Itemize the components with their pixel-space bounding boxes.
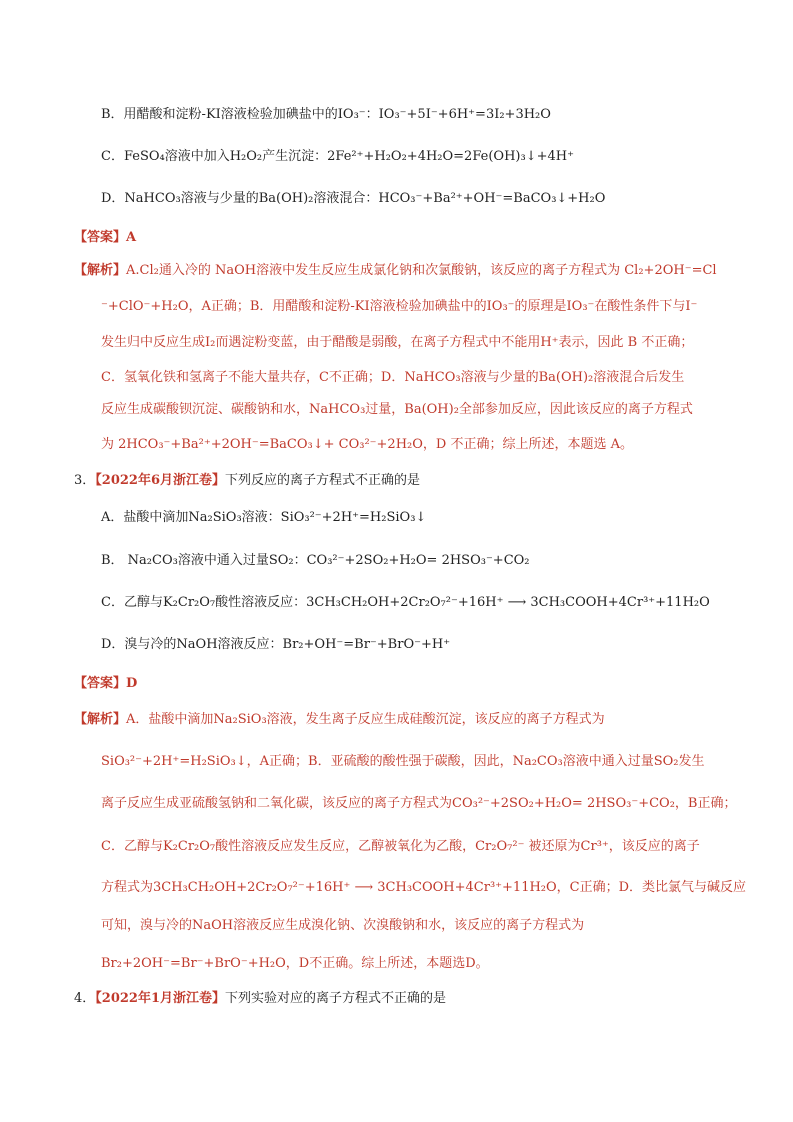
explanation-label: 【解析】 [74,263,127,278]
question-3-option-d: D．溴与冷的NaOH溶液反应：Br₂+OH⁻=Br⁻+BrO⁻+H⁺ [101,637,451,652]
explanation-2-line-4: C．氢氧化铁和氢离子不能大量共存，C不正确；D．NaHCO₃溶液与少量的Ba(OH)₂溶液混合后发生 [101,370,685,385]
answer-2 [74,229,136,247]
answer-label: 【答案】 [74,230,127,245]
explanation-3-line-4: C．乙醇与K₂Cr₂O₇酸性溶液反应发生反应，乙醇被氧化为乙酸，Cr₂O₇²⁻ 被还原为Cr³⁺，该反应的离子 [101,839,700,854]
answer-value: D [126,676,138,691]
explanation-text: A.Cl₂通入冷的 NaOH溶液中发生反应生成氯化钠和次氯酸钠，该反应的离子方程式为 Cl₂+2OH⁻=Cl [126,263,717,278]
question-3-option-a: A．盐酸中滴加Na₂SiO₃溶液：SiO₃²⁻+2H⁺=H₂SiO₃↓ [101,510,427,525]
answer-label: 【答案】 [74,676,127,691]
answer-value: A [126,230,137,245]
explanation-3-line-3: 离子反应生成亚硫酸氢钠和二氧化碳，该反应的离子方程式为CO₃²⁻+2SO₂+H₂O= 2HSO₃⁻+CO₂，B正确； [101,796,737,811]
question-number: 4． [74,991,96,1006]
explanation-3-line-1 [74,711,605,729]
question-number: 3． [74,473,96,488]
explanation-3-line-7: Br₂+2OH⁻=Br⁻+BrO⁻+H₂O，D不正确。综上所述，本题选D。 [101,956,489,971]
explanation-2-line-2: ⁻+ClO⁻+H₂O，A正确；B．用醋酸和淀粉-KI溶液检验加碘盐中的IO₃⁻的原理是IO₃⁻在酸性条件下与I⁻ [101,299,698,314]
question-3-option-b: B． Na₂CO₃溶液中通入过量SO₂：CO₃²⁻+2SO₂+H₂O= 2HSO₃⁻+CO₂ [101,553,530,568]
explanation-2-line-5: 反应生成碳酸钡沉淀、碳酸钠和水，NaHCO₃过量，Ba(OH)₂全部参加反应，因此该反应的离子方程式 [101,402,693,417]
question-text: 下列实验对应的离子方程式不正确的是 [225,991,447,1006]
explanation-2-line-3: 发生归中反应生成I₂而遇淀粉变蓝，由于醋酸是弱酸，在离子方程式中不能用H⁺表示，因此 B 不正确； [101,335,694,350]
question-4 [74,990,446,1008]
explanation-2-line-6: 为 2HCO₃⁻+Ba²⁺+2OH⁻=BaCO₃↓+ CO₃²⁻+2H₂O，D 不正确；综上所述，本题选 A。 [101,437,633,452]
explanation-3-line-6: 可知，溴与冷的NaOH溶液反应生成溴化钠、次溴酸钠和水，该反应的离子方程式为 [101,918,585,933]
explanation-label: 【解析】 [74,712,127,727]
explanation-3-line-5: 方程式为3CH₃CH₂OH+2Cr₂O₇²⁻+16H⁺ ⟶ 3CH₃COOH+4Cr³⁺+11H₂O，C正确；D．类比氯气与碱反应 [101,880,747,895]
explanation-text: A．盐酸中滴加Na₂SiO₃溶液，发生离子反应生成硅酸沉淀，该反应的离子方程式为 [126,712,605,727]
explanation-2-line-1 [74,262,717,280]
question-3 [74,472,420,490]
question-source: 【2022年6月浙江卷】 [95,473,226,488]
option-d-prev: D．NaHCO₃溶液与少量的Ba(OH)₂溶液混合：HCO₃⁻+Ba²⁺+OH⁻=BaCO₃↓+H₂O [101,191,606,206]
question-source: 【2022年1月浙江卷】 [95,991,226,1006]
answer-3 [74,675,137,693]
question-text: 下列反应的离子方程式不正确的是 [225,473,421,488]
explanation-3-line-2: SiO₃²⁻+2H⁺=H₂SiO₃↓，A正确；B．亚硫酸的酸性强于碳酸，因此，Na₂CO₃溶液中通入过量SO₂发生 [101,754,705,769]
question-3-option-c: C．乙醇与K₂Cr₂O₇酸性溶液反应：3CH₃CH₂OH+2Cr₂O₇²⁻+16H⁺ ⟶ 3CH₃COOH+4Cr³⁺+11H₂O [101,595,710,610]
option-c-prev: C．FeSO₄溶液中加入H₂O₂产生沉淀：2Fe²⁺+H₂O₂+4H₂O=2Fe(OH)₃↓+4H⁺ [101,149,574,164]
option-b-prev: B．用醋酸和淀粉-KI溶液检验加碘盐中的IO₃⁻：IO₃⁻+5I⁻+6H⁺=3I₂+3H₂O [101,107,551,122]
